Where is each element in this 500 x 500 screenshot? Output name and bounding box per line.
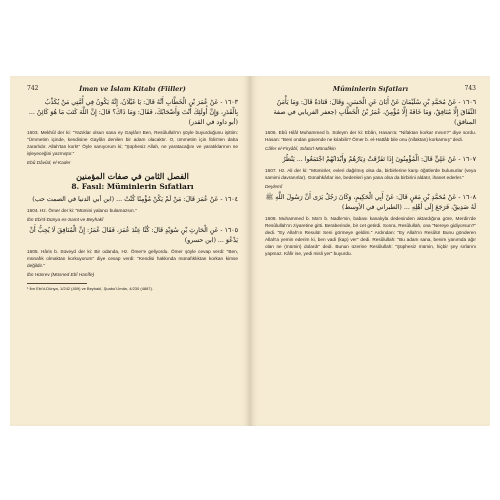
running-header	[27, 85, 238, 96]
translation-paragraph: 1605. Hâris b. Süveyd der ki: Bir odanda, Hz. Ömer'e geliyordu. Ömer şöyle cevap verdi: "Ben, münafık olmaktan korkuyorum" diye cevap verdi: "Kendisi hakkında münafıklıktan korkan kimse değildir."	[27, 248, 238, 268]
page-number: 742	[27, 85, 39, 92]
page-body	[27, 98, 238, 277]
left-page	[10, 76, 250, 426]
footnote-rule	[27, 283, 87, 284]
translation-paragraph: 1608. Muhammed b. Ma'n b. Nadle'nin, babası kanalıyla dedesinden aktardığına göre, Merdin'de Resûlullah'ın ziyaretine gitti. Beraberinde, bir cet getirdi. Sonra, Resûlullah, ona "Nereye gidiyorsun?" dedi. "Ey Allah'ın Resulü! Seni görmeye geldim." Ardından: "Ey Allah'ın Resûlü! Bunu gönderen Allah'a yemin ederim ki, ben vadi (kap) ver" dedi. Resûlullah: "Bu adam sana, benim yanımda ağır olan ne (mümin) dolardı" dedi. Bunun üzerine Resûlullah: "Şüphesiz mümin, hiçbir şey sırlarını yapmaz. Kâfir ise, yedi misli yer" buyurdu.	[265, 215, 476, 256]
translation-paragraph: 1607. Hz. Ali der ki: "Müminler, evleri dağılmış olsa da, birbirlerine karşı öğütlerde bulunurlar (veya samimi davranırlar). Günahkârlar ise, bedenleri yan yana olsa da birbirini aldatır, ihanet ederler."	[265, 168, 476, 181]
arabic-text: ١٦٠٤ - عَنْ عُمَرَ قَالَ: مَنْ لَمْ يَكُنْ مُؤْمِنًا كُنْتُ ... (ابن أبي الدنيا في الصمت حب)	[32, 196, 238, 204]
right-page	[250, 76, 490, 426]
footnote: ¹ İbn Ebi'd-Dünya, 1/242 (459) ve Beyhakî, Şuabu'l-İmân, 4/230 (4887).	[27, 285, 154, 291]
source-citation: İbn Ebi'd-Dünya es-Samt ve Beyhakî	[27, 217, 104, 223]
arabic-text: ١٦٠٨ - عَنْ مُحَمَّدِ بْنِ مَعَنٍ قَالَ: عَنْ أَبِي الْحَكِيمِ، وَكَانَ رَجُلٌ يَرَى أَنَّ رَسُولَ اللَّهِ ﷺ لَهُ صَدِيقٌ، فَرَجَعَ إِلَى أَهْلِهِ ... (الطبراني في الأوسط)	[265, 194, 476, 211]
source-citation: Ebû Dâvûd, el-Kader	[27, 160, 71, 166]
arabic-text: ١٦٠٧ - عَنْ عَلِيٍّ قَالَ: الْمُؤْمِنُونَ إِذَا تَفَرَّقَتْ دِيَارُهُمْ وَأَبْدَانُهُمْ اجْتَمَعُوا ... يَنْظُرُ	[282, 156, 476, 164]
page-number: 743	[464, 85, 476, 92]
source-citation: Deylemî	[265, 184, 283, 190]
translation-paragraph: 1603. Mekhûl der ki: "Yazıklar olsun sana ey Gaylân! Ben, Resûlullah'ın şöyle buyurduğunu işittim: "Ümmetim içinde, kendisine Gaylân denilen bir adam olacaktır. O, ümmetim için İblis'ten daha zararlıdır. Allah'tan kork!" Öyle sanıyorum ki; "Şüphesiz Allah, ne yaratacağını ve yaratıklarının ne işleyeceğini yazmıştır."	[27, 130, 238, 157]
running-title: Müminlerin Sıfatları	[332, 85, 409, 93]
section-heading-arabic: الفصل الثامن في صفات المؤمنين	[76, 171, 189, 182]
section-heading: 8. Fasıl: Müminlerin Sıfatları	[71, 182, 194, 192]
translation-paragraph: 1604. Hz. Ömer der ki: "Mümini yalancı bulamazsın."	[27, 208, 137, 214]
arabic-text: ١٦٠٥ - عَنِ الْحَارِثِ بْنِ سُوَيْدٍ قَالَ: كُنَّا عِنْدَ عُمَرَ، فَقَالَ عُمَرُ: إِنَّ الْمُنَافِقَ لَا يُحِبُّ أَنْ يَدْعُوَ ... (ابن حسرو)	[29, 227, 238, 244]
arabic-text: ١٦٠٣ - عَنْ عُمَرَ بْنِ الْخَطَّابِ أَنَّهُ قَالَ: يَا غَيْلَانُ، إِنَّهُ يَكُونُ فِي أُمَّتِي مَنْ يُكَذِّبُ بِالْقَدَرِ، وَإِنَّ أُولَئِكَ أَنْتَ وَأَصْحَابُكَ، فَقَالَ: وَمَا ذَاكَ؟ قَالَ: إِنَّ اللَّهَ كَتَبَ مَا هُوَ كَائِنٌ ... (أبو داود في القدر)	[28, 99, 238, 126]
running-title: İman ve İslam Kitabı (Fiiller)	[79, 85, 186, 93]
translation-paragraph: 1606. Ebû Hilâl Muhammed b. Süleym der ki: Ebân, Hasan'a: "Nifaktan korkar mısın?" diye sordu. Hasan: "Beni ondan güvende ne kılabilir? Ömer b. el-Hattâb bile onu (nifaktan) korkarmış" dedi.	[265, 130, 476, 143]
arabic-text: ١٦٠٦ - عَنْ مُحَمَّدِ بْنِ سُلَيْمَانَ عَنْ أَبَانَ عَنِ الْحَسَنِ، وَقَالَ: قَتَادَةُ قَالَ: وَمَا يَأْمَنُ النِّفَاقَ إِلَّا مُنَافِقٌ، وَمَا خَافَهُ إِلَّا مُؤْمِنٌ، عُمَرُ بْنُ الْخَطَّابِ (جعفر الفريابي في صفة المنافق)	[273, 99, 476, 126]
book-spread	[10, 76, 490, 426]
page-body	[265, 98, 476, 257]
source-citation: İbn Hüsrev (Müsned Ebî Hanîfe)	[27, 271, 95, 277]
running-header	[265, 85, 476, 96]
source-citation: Câfer el-Firyâbî, Sıfatu'l-Münafikin	[265, 146, 336, 152]
